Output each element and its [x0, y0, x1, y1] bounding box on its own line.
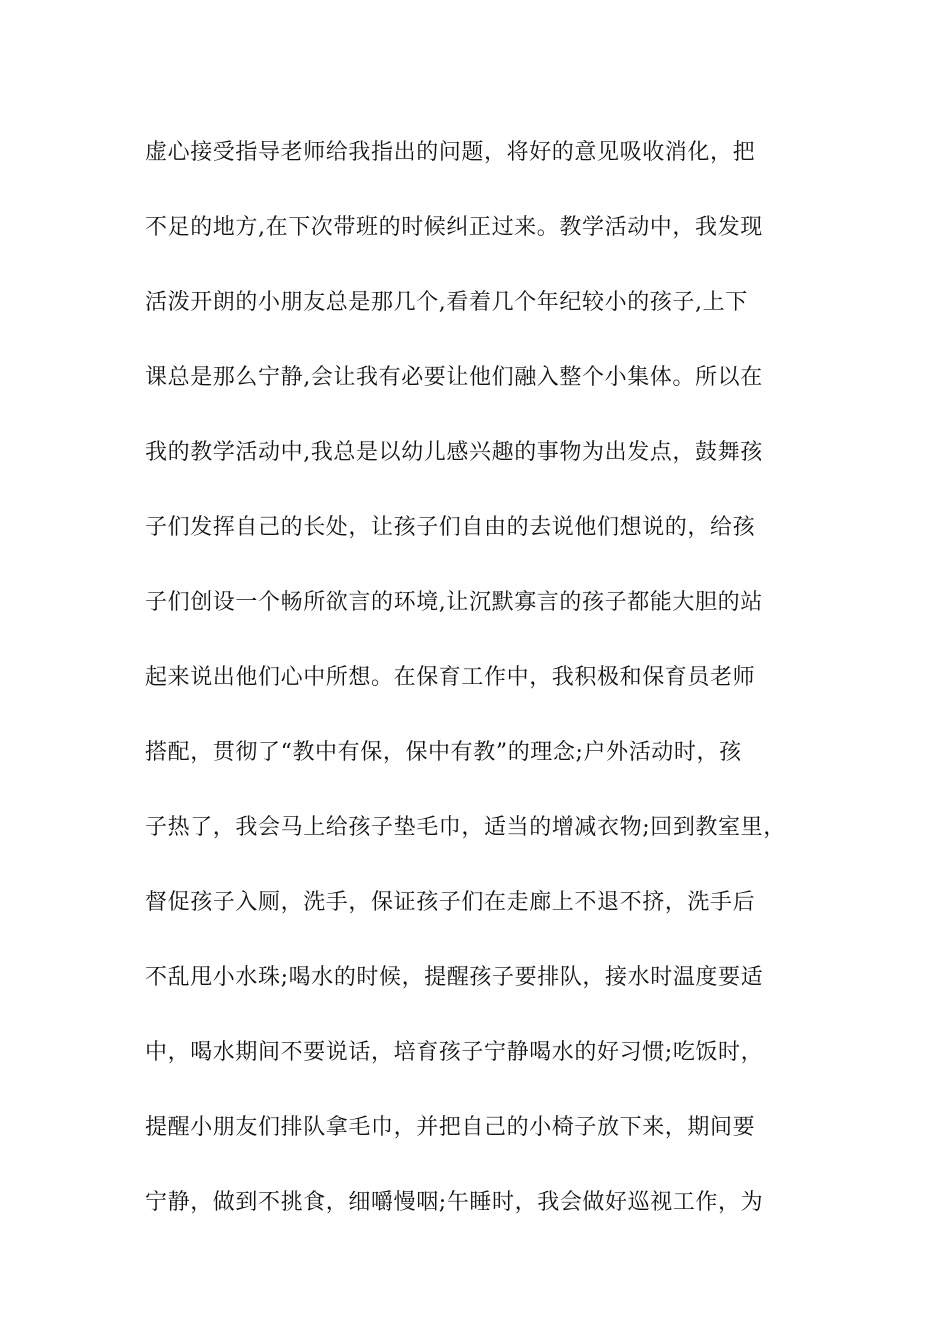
text-line: 活泼开朗的小朋友总是那几个,看着几个年纪较小的孩子,上下	[145, 290, 748, 315]
text-line: 我的教学活动中,我总是以幼儿感兴趣的事物为出发点，鼓舞孩	[145, 440, 763, 465]
text-line: 不乱甩小水珠;喝水的时候，提醒孩子要排队，接水时温度要适	[145, 965, 764, 990]
text-line: 子们发挥自己的长处，让孩子们自由的去说他们想说的，给孩	[145, 515, 756, 540]
text-line: 虚心接受指导老师给我指出的问题，将好的意见吸收消化，把	[145, 140, 756, 165]
text-line: 课总是那么宁静,会让我有必要让他们融入整个小集体。所以在	[145, 365, 763, 390]
body-text	[145, 133, 825, 1258]
text-line: 起来说出他们心中所想。在保育工作中，我积极和保育员老师	[145, 665, 756, 690]
text-line: 搭配，贯彻了“教中有保，保中有教”的理念;户外活动时，孩	[145, 740, 742, 765]
text-line: 中，喝水期间不要说话，培育孩子宁静喝水的好习惯;吃饭时，	[145, 1040, 764, 1065]
text-line: 宁静，做到不挑食，细嚼慢咽;午睡时，我会做好巡视工作，为	[145, 1190, 764, 1215]
text-line: 督促孩子入厕，洗手，保证孩子们在走廊上不退不挤，洗手后	[145, 890, 756, 915]
text-line: 提醒小朋友们排队拿毛巾，并把自己的小椅子放下来，期间要	[145, 1115, 756, 1140]
text-line: 子们创设一个畅所欲言的环境,让沉默寡言的孩子都能大胆的站	[145, 590, 763, 615]
text-line: 子热了，我会马上给孩子垫毛巾，适当的增减衣物;回到教室里，	[145, 815, 786, 840]
text-line: 不足的地方,在下次带班的时候纠正过来。教学活动中，我发现	[145, 215, 763, 240]
